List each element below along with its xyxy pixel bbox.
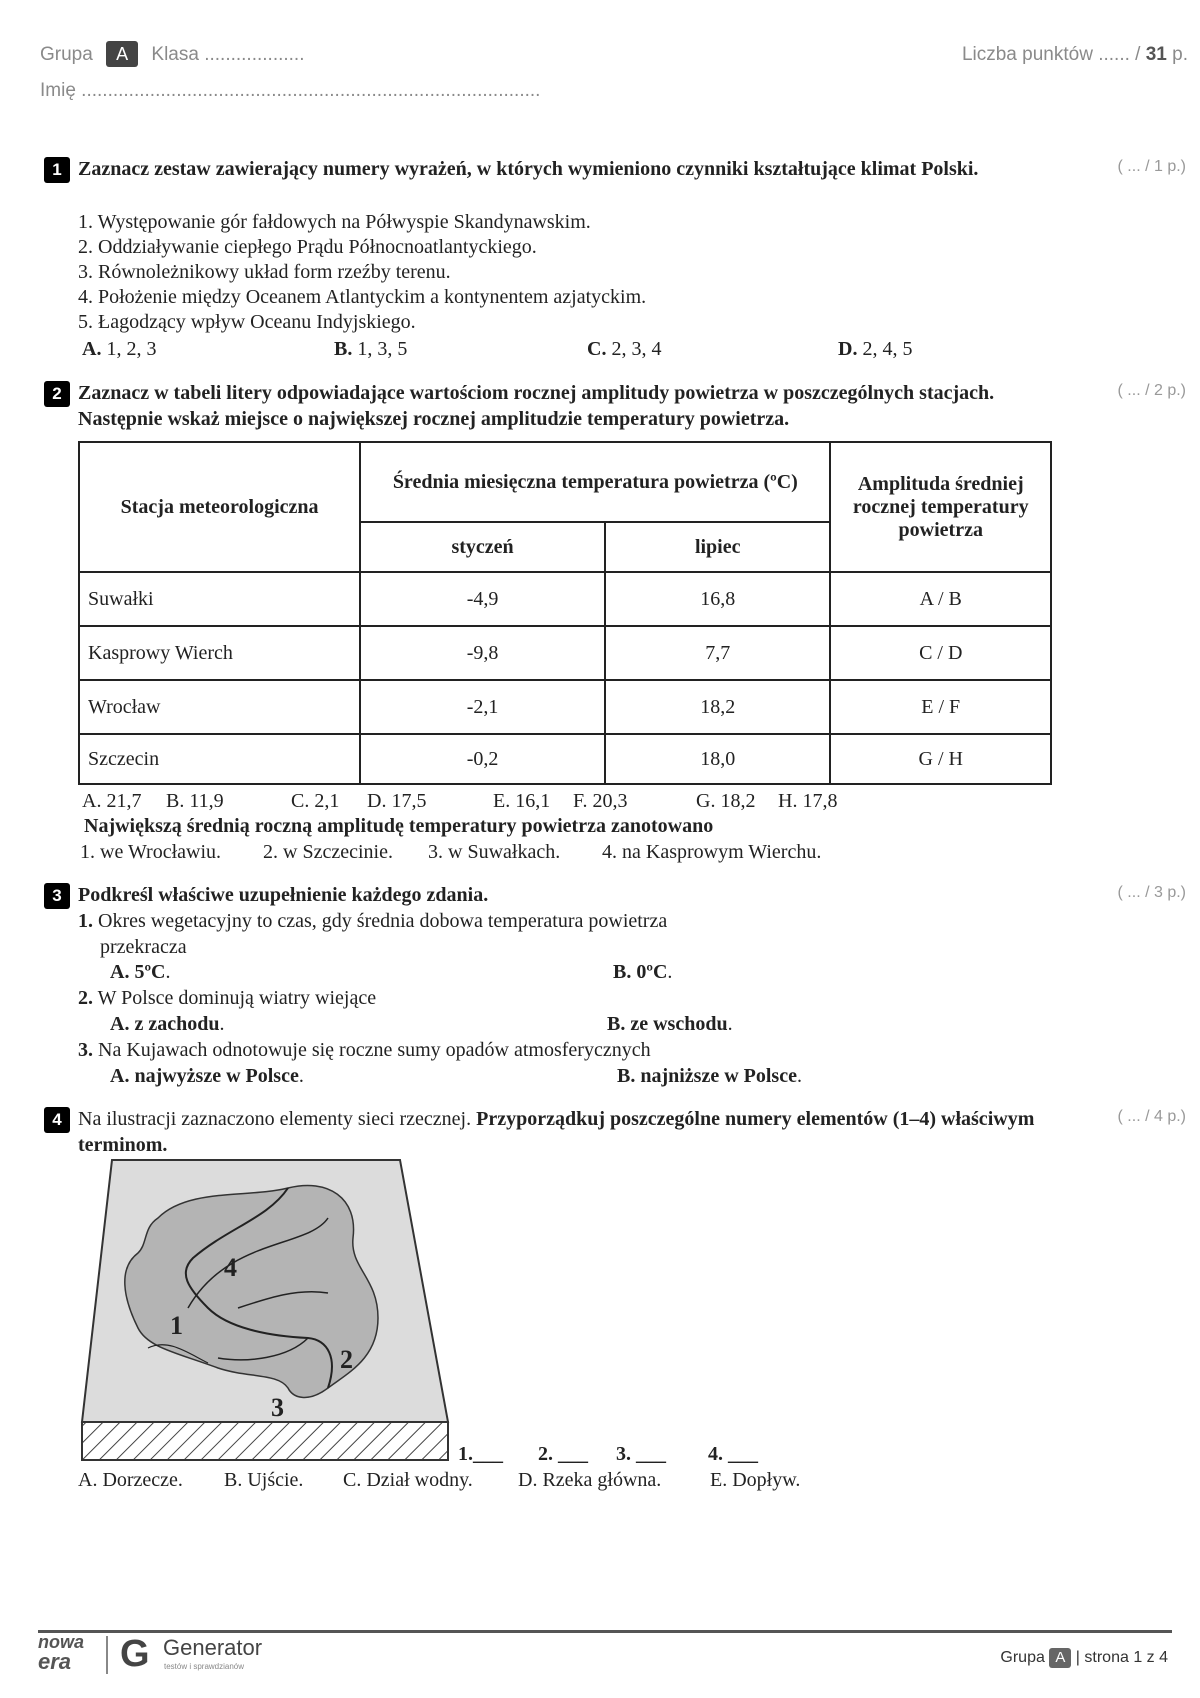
points-field: [962, 44, 1188, 66]
generator-title: Generator: [163, 1635, 263, 1660]
question-number-2: 2: [44, 381, 70, 407]
q3-s1-option-b[interactable]: B. 0ºC.: [613, 961, 673, 983]
question-number-3: 3: [44, 883, 70, 909]
question-number-4: 4: [44, 1107, 70, 1133]
q1-option-b[interactable]: B. 1, 3, 5: [334, 338, 408, 360]
q3-s1-option-a[interactable]: A. 5ºC.: [110, 961, 171, 983]
q1-item-4: 4. Położenie między Oceanem Atlantyckim a kontynentem azjatyckim.: [78, 286, 647, 308]
q3-title: Podkreśl właściwe uzupełnienie każdego zdania.: [78, 884, 489, 906]
temperature-table: [78, 441, 1052, 785]
q4-blank-4[interactable]: 4. ___: [708, 1443, 758, 1465]
q2-points: ( ... / 2 p.): [1117, 382, 1186, 399]
diagram-label-1: 1: [170, 1311, 183, 1340]
q1-item-1: 1. Występowanie gór fałdowych na Półwyspie Skandynawskim.: [78, 211, 591, 233]
q2-answer-d: D. 17,5: [367, 790, 427, 812]
q2-choice-4[interactable]: 4. na Kasprowym Wierchu.: [602, 841, 822, 863]
footer-page-number: | strona 1 z 4: [1075, 1649, 1168, 1666]
table-row: [79, 626, 1051, 680]
q1-item-2: 2. Oddziaływanie ciepłego Prądu Północnoatlantyckiego.: [78, 236, 537, 258]
q2-choice-1[interactable]: 1. we Wrocławiu.: [80, 841, 222, 863]
class-field: Klasa ...................: [151, 44, 305, 65]
q2-answer-g: G. 18,2: [696, 790, 756, 812]
table-row: [79, 572, 1051, 626]
group-field: [40, 41, 305, 67]
q4-blank-3[interactable]: 3. ___: [616, 1443, 666, 1465]
nowa-era-logo: [38, 1632, 98, 1672]
q3-s3-option-a[interactable]: A. najwyższe w Polsce.: [110, 1065, 304, 1087]
q4-term-a: A. Dorzecze.: [78, 1469, 183, 1491]
station-cell: Kasprowy Wierch: [79, 626, 360, 680]
footer-rule: [38, 1630, 1172, 1633]
q4-points: ( ... / 4 p.): [1117, 1108, 1186, 1125]
q4-term-d: D. Rzeka główna.: [518, 1469, 662, 1491]
q1-option-c[interactable]: C. 2, 3, 4: [587, 338, 662, 360]
q3-s3-option-b[interactable]: B. najniższe w Polsce.: [617, 1065, 802, 1087]
amplitude-choice[interactable]: C / D: [830, 626, 1051, 680]
q4-blank-1[interactable]: 1.___: [458, 1443, 503, 1465]
q2-answer-a: A. 21,7: [82, 790, 142, 812]
footer-group-badge: A: [1049, 1648, 1071, 1668]
q4-term-b: B. Ujście.: [224, 1469, 304, 1491]
q2-choice-2[interactable]: 2. w Szczecinie.: [263, 841, 393, 863]
q3-s2-option-a[interactable]: A. z zachodu.: [110, 1013, 225, 1035]
q2-answer-f: F. 20,3: [573, 790, 628, 812]
station-cell: Szczecin: [79, 734, 360, 784]
logo-text-top: nowa: [38, 1632, 85, 1652]
q1-option-d[interactable]: D. 2, 4, 5: [838, 338, 913, 360]
station-cell: Suwałki: [79, 572, 360, 626]
station-cell: Wrocław: [79, 680, 360, 734]
q4-term-e: E. Dopływ.: [710, 1469, 801, 1491]
amplitude-choice[interactable]: G / H: [830, 734, 1051, 784]
q4-title: Na ilustracji zaznaczono elementy sieci rzecznej. Przyporządkuj poszczególne numery elementów (1–4) właściwym terminom.: [78, 1108, 1035, 1156]
q2-choice-3[interactable]: 3. w Suwałkach.: [428, 841, 561, 863]
q2-answer-e: E. 16,1: [493, 790, 551, 812]
points-label: Liczba punktów ...... /: [961, 44, 1141, 65]
q4-term-c: C. Dział wodny.: [343, 1469, 473, 1491]
group-label: Grupa: [40, 44, 93, 65]
q1-points: ( ... / 1 p.): [1117, 158, 1186, 175]
table-row: [79, 680, 1051, 734]
q2-answer-h: H. 17,8: [778, 790, 838, 812]
col-mean-header: Średnia miesięczna temperatura powietrza (ºC): [360, 442, 830, 522]
q1-option-a[interactable]: A. 1, 2, 3: [82, 338, 157, 360]
q4-blank-2[interactable]: 2. ___: [538, 1443, 588, 1465]
diagram-label-2: 2: [340, 1345, 353, 1374]
points-unit: p.: [1172, 44, 1188, 65]
col-station-header: Stacja meteorologiczna: [79, 442, 360, 572]
q3-sentence-1-cont: przekracza: [100, 936, 187, 958]
name-field: Imię .......................................................................................: [40, 80, 541, 101]
q3-sentence-2: 2. W Polsce dominują wiatry wiejące: [78, 987, 377, 1009]
january-cell: -2,1: [360, 680, 605, 734]
january-cell: -9,8: [360, 626, 605, 680]
q3-sentence-1: 1. Okres wegetacyjny to czas, gdy średnia dobowa temperatura powietrza: [78, 910, 668, 932]
q2-answer-c: C. 2,1: [291, 790, 340, 812]
q3-sentence-3: 3. Na Kujawach odnotowuje się roczne sumy opadów atmosferycznych: [78, 1039, 651, 1061]
q3-points: ( ... / 3 p.): [1117, 884, 1186, 901]
group-badge: A: [106, 41, 138, 67]
diagram-label-3: 3: [271, 1393, 284, 1422]
footer-group-label: Grupa: [1000, 1649, 1045, 1666]
july-cell: 18,2: [605, 680, 831, 734]
amplitude-choice[interactable]: E / F: [830, 680, 1051, 734]
logo-text-bottom: era: [38, 1649, 72, 1674]
q2-answer-b: B. 11,9: [166, 790, 224, 812]
july-cell: 18,0: [605, 734, 831, 784]
january-cell: -4,9: [360, 572, 605, 626]
footer-page-info: [1000, 1648, 1168, 1668]
generator-subtitle: testów i sprawdzianów: [164, 1662, 245, 1671]
amplitude-choice[interactable]: A / B: [830, 572, 1051, 626]
col-july-header: lipiec: [605, 522, 831, 572]
q2-title: Zaznacz w tabeli litery odpowiadające wartościom rocznej amplitudy powietrza w poszczególnych stacjach. Następnie wskaż miejsce o największej rocznej amplitudzie temperatury powietrza.: [78, 382, 995, 430]
footer-divider: [106, 1636, 108, 1674]
diagram-label-4: 4: [224, 1253, 237, 1282]
table-row: [79, 734, 1051, 784]
question-number-1: 1: [44, 157, 70, 183]
q1-title: Zaznacz zestaw zawierający numery wyrażeń, w których wymieniono czynniki kształtujące klimat Polski.: [78, 158, 979, 180]
q2-subtitle: Największą średnią roczną amplitudę temperatury powietrza zanotowano: [84, 815, 714, 837]
q1-item-5: 5. Łagodzący wpływ Oceanu Indyjskiego.: [78, 311, 416, 333]
q1-item-3: 3. Równoleżnikowy układ form rzeźby terenu.: [78, 261, 451, 283]
q3-s2-option-b[interactable]: B. ze wschodu.: [607, 1013, 733, 1035]
july-cell: 7,7: [605, 626, 831, 680]
col-amplitude-header: Amplituda średniej rocznej temperatury powietrza: [830, 442, 1051, 572]
col-january-header: styczeń: [360, 522, 605, 572]
generator-icon: G: [120, 1633, 150, 1675]
points-total: 31: [1145, 44, 1167, 65]
terrain-cross-section: [82, 1422, 448, 1460]
river-network-diagram: [78, 1158, 458, 1478]
january-cell: -0,2: [360, 734, 605, 784]
july-cell: 16,8: [605, 572, 831, 626]
